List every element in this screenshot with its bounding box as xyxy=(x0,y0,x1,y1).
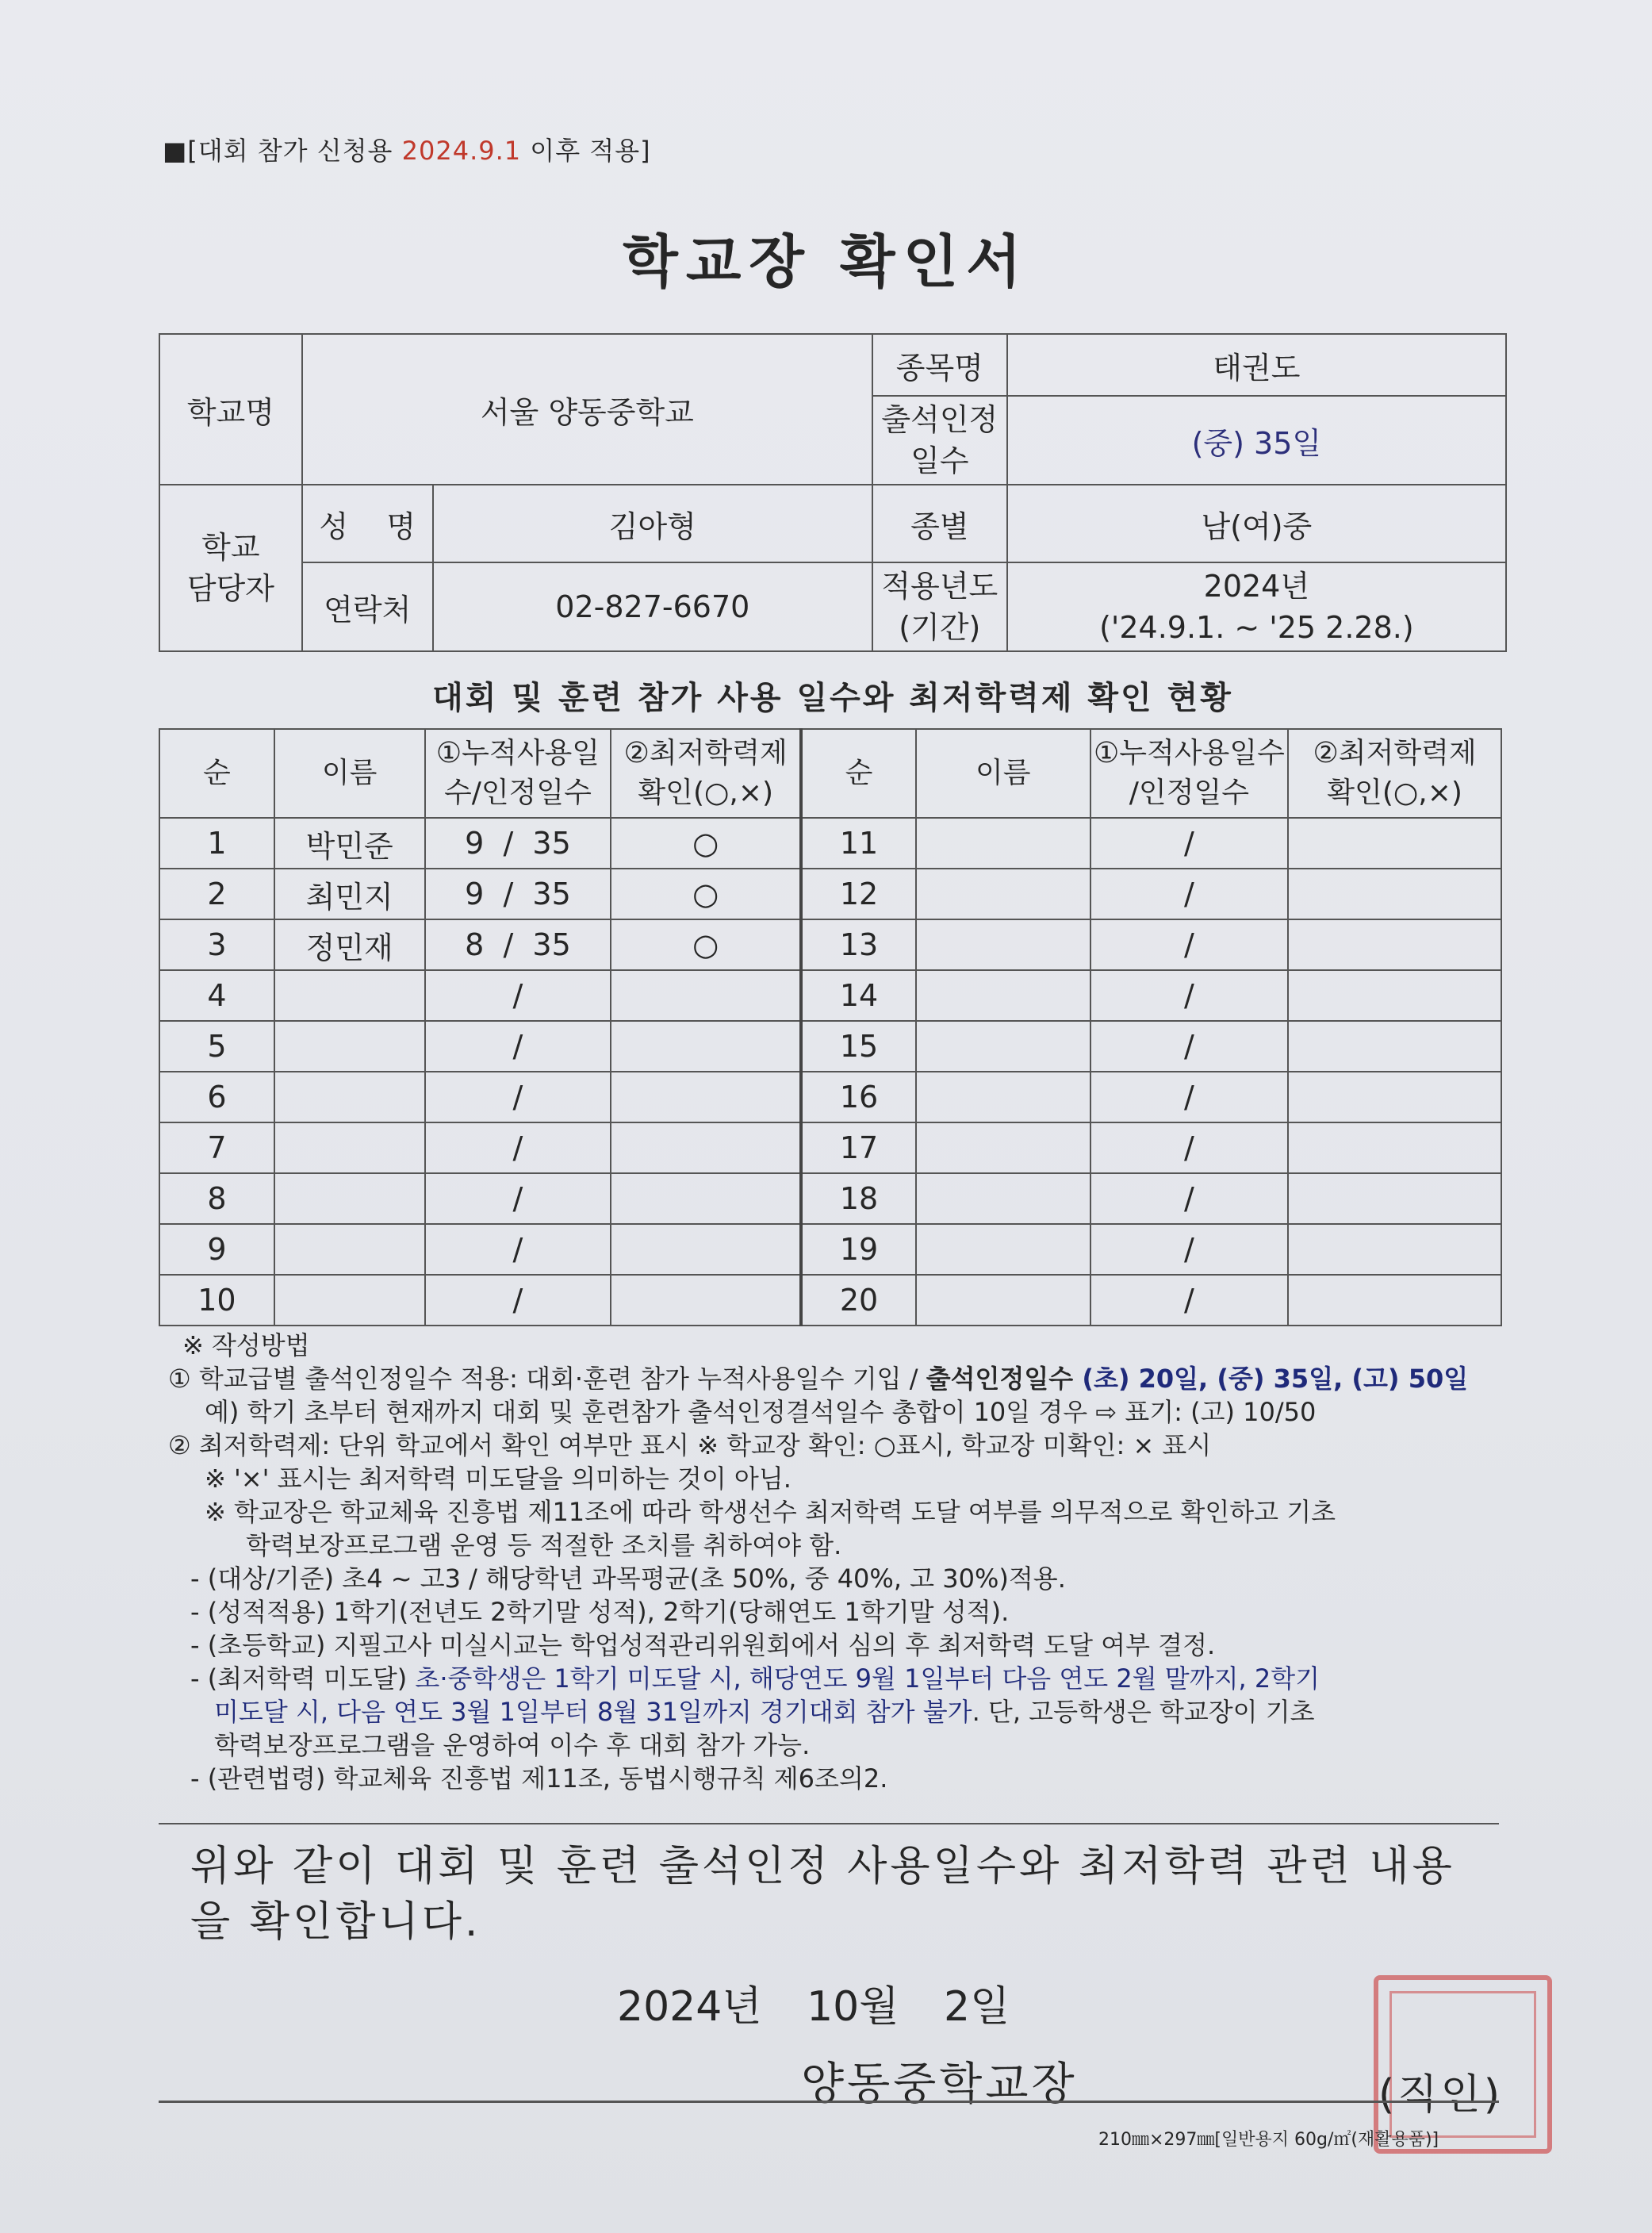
staff-name-value: 김아형 xyxy=(433,485,872,562)
row-check xyxy=(611,1072,801,1122)
row-days: / xyxy=(425,970,611,1021)
row-days: / xyxy=(425,1224,611,1275)
row-check xyxy=(1288,1122,1501,1173)
row-name xyxy=(916,818,1090,869)
row-name xyxy=(916,1122,1090,1173)
instruction-11-emphasis: 미도달 시, 다음 연도 3월 1일부터 8월 31일까지 경기대회 참가 불가 xyxy=(214,1697,972,1727)
row-check xyxy=(1288,1275,1501,1326)
instruction-6: 학력보장프로그램 운영 등 적절한 조치를 취하여야 함. xyxy=(246,1530,842,1560)
row-num: 12 xyxy=(801,869,916,919)
gender-label: 종별 xyxy=(872,485,1007,562)
row-num: 7 xyxy=(159,1122,274,1173)
row-num: 6 xyxy=(159,1072,274,1122)
instruction-5: ※ 학교장은 학교체육 진흥법 제11조에 따라 학생선수 최저학력 도달 여부를 의무적으로 확인하고 기초 xyxy=(205,1497,1336,1527)
header-note-suffix: 이후 적용] xyxy=(521,136,651,166)
instruction-11 xyxy=(159,1695,1507,1728)
row-check xyxy=(1288,1021,1501,1072)
header-note xyxy=(163,131,651,167)
row-num: 15 xyxy=(801,1021,916,1072)
row-check: ○ xyxy=(611,869,801,919)
instructions-heading: ※ 작성방법 xyxy=(182,1330,310,1360)
issue-date: 2024년 10월 2일 xyxy=(617,1983,1010,2031)
row-name xyxy=(274,1122,425,1173)
attend-days-label: 출석인정 일수 xyxy=(872,396,1007,485)
header-days-right: ①누적사용일수 /인정일수 xyxy=(1090,729,1289,818)
row-days: / xyxy=(1090,818,1289,869)
row-name xyxy=(274,1021,425,1072)
row-num: 1 xyxy=(159,818,274,869)
row-check xyxy=(1288,970,1501,1021)
row-name xyxy=(916,869,1090,919)
table-row xyxy=(159,919,1501,970)
row-check xyxy=(611,1173,801,1224)
row-days: / xyxy=(1090,1275,1289,1326)
row-check xyxy=(611,1275,801,1326)
header-note-prefix: ■[대회 참가 신청용 xyxy=(163,136,402,166)
row-num: 8 xyxy=(159,1173,274,1224)
instruction-8: - (성적적용) 1학기(전년도 2학기말 성적), 2학기(당해연도 1학기말 성적). xyxy=(190,1597,1010,1627)
instruction-1-bold: 출석인정일수 xyxy=(926,1364,1074,1394)
row-days: / xyxy=(425,1275,611,1326)
row-days: / xyxy=(425,1021,611,1072)
instruction-9: - (초등학교) 지필고사 미실시교는 학업성적관리위원회에서 심의 후 최저학력 도달 여부 결정. xyxy=(190,1630,1216,1660)
row-num: 17 xyxy=(801,1122,916,1173)
row-days: 9 / 35 xyxy=(425,818,611,869)
school-name-value: 서울 양동중학교 xyxy=(302,334,872,485)
header-note-date: 2024.9.1 xyxy=(401,136,522,166)
instruction-3: ② 최저학력제: 단위 학교에서 확인 여부만 표시 ※ 학교장 확인: ○표시, 학교장 미확인: × 표시 xyxy=(168,1430,1212,1460)
instruction-11-text: . 단, 고등학생은 학교장이 기초 xyxy=(972,1697,1315,1727)
header-academic: ②최저학력제 확인(○,×) xyxy=(611,729,801,818)
table-row xyxy=(159,1275,1501,1326)
header-num-right: 순 xyxy=(801,729,916,818)
paper-spec: 210㎜×297㎜[일반용지 60g/㎡(재활용품)] xyxy=(1098,2130,1439,2150)
row-days: / xyxy=(1090,1224,1289,1275)
table-row xyxy=(159,1122,1501,1173)
row-num: 14 xyxy=(801,970,916,1021)
instruction-10-emphasis: 초·중학생은 1학기 미도달 시, 해당연도 9월 1일부터 다음 연도 2월 말까지, 2학기 xyxy=(415,1663,1320,1694)
divider xyxy=(159,1823,1499,1824)
row-days: / xyxy=(425,1122,611,1173)
row-check xyxy=(611,1021,801,1072)
row-days: / xyxy=(1090,1072,1289,1122)
document-title: 학교장 확인서 xyxy=(623,228,1029,295)
header-num: 순 xyxy=(159,729,274,818)
row-check xyxy=(1288,1072,1501,1122)
sport-value: 태권도 xyxy=(1007,334,1506,396)
row-check xyxy=(1288,818,1501,869)
row-name xyxy=(916,1072,1090,1122)
table-row xyxy=(159,1021,1501,1072)
principal-signature: 양동중학교장 xyxy=(801,2058,1078,2110)
row-num: 19 xyxy=(801,1224,916,1275)
instruction-2: 예) 학기 초부터 현재까지 대회 및 훈련참가 출석인정결석일수 총합이 10일 경우 ⇨ 표기: (고) 10/50 xyxy=(205,1397,1317,1427)
instruction-1 xyxy=(159,1362,1507,1395)
staff-label: 학교 담당자 xyxy=(159,485,302,651)
row-num: 4 xyxy=(159,970,274,1021)
row-days: 9 / 35 xyxy=(425,869,611,919)
row-check xyxy=(1288,919,1501,970)
table-row xyxy=(159,1072,1501,1122)
row-days: / xyxy=(1090,869,1289,919)
row-name: 박민준 xyxy=(274,818,425,869)
row-check xyxy=(611,970,801,1021)
bottom-divider xyxy=(159,2101,1499,2103)
header-name-right: 이름 xyxy=(916,729,1090,818)
instruction-10 xyxy=(159,1662,1507,1695)
row-num: 2 xyxy=(159,869,274,919)
attend-days-value: (중) 35일 xyxy=(1007,396,1506,485)
confirmation-text: 위와 같이 대회 및 훈련 출석인정 사용일수와 최저학력 관련 내용을 확인합니다. xyxy=(190,1843,1455,1946)
row-check xyxy=(611,1224,801,1275)
row-check xyxy=(611,1122,801,1173)
row-check: ○ xyxy=(611,919,801,970)
seal-label: (직인) xyxy=(1378,2071,1504,2119)
row-name xyxy=(274,1173,425,1224)
row-days: / xyxy=(1090,919,1289,970)
row-check xyxy=(1288,869,1501,919)
row-days: / xyxy=(1090,1122,1289,1173)
row-name xyxy=(916,970,1090,1021)
table-row xyxy=(159,869,1501,919)
row-name xyxy=(916,1021,1090,1072)
row-name xyxy=(274,1224,425,1275)
contact-label: 연락처 xyxy=(302,562,433,651)
row-num: 3 xyxy=(159,919,274,970)
row-name xyxy=(274,1072,425,1122)
roster-header-row xyxy=(159,729,1501,818)
row-days: / xyxy=(425,1072,611,1122)
row-name xyxy=(916,1275,1090,1326)
header-name: 이름 xyxy=(274,729,425,818)
roster-table xyxy=(159,728,1502,1326)
table-row xyxy=(159,818,1501,869)
row-name: 최민지 xyxy=(274,869,425,919)
row-name xyxy=(916,919,1090,970)
instruction-7: - (대상/기준) 초4 ~ 고3 / 해당학년 과목평균(초 50%, 중 40%, 고 30%)적용. xyxy=(190,1563,1066,1594)
row-check: ○ xyxy=(611,818,801,869)
row-name xyxy=(274,970,425,1021)
sport-label: 종목명 xyxy=(872,334,1007,396)
row-check xyxy=(1288,1173,1501,1224)
contact-value: 02-827-6670 xyxy=(433,562,872,651)
instruction-1-text: ① 학교급별 출석인정일수 적용: 대회·훈련 참가 누적사용일수 기입 / xyxy=(168,1364,926,1394)
instruction-12: 학력보장프로그램을 운영하여 이수 후 대회 참가 가능. xyxy=(214,1730,811,1760)
row-num: 13 xyxy=(801,919,916,970)
row-days: 8 / 35 xyxy=(425,919,611,970)
staff-name-label: 성 명 xyxy=(302,485,433,562)
row-num: 5 xyxy=(159,1021,274,1072)
row-days: / xyxy=(1090,1173,1289,1224)
year-value: 2024년 ('24.9.1. ~ '25 2.28.) xyxy=(1007,562,1506,651)
row-name xyxy=(916,1224,1090,1275)
table-row xyxy=(159,1173,1501,1224)
row-check xyxy=(1288,1224,1501,1275)
row-num: 18 xyxy=(801,1173,916,1224)
row-name xyxy=(274,1275,425,1326)
section-title: 대회 및 훈련 참가 사용 일수와 최저학력제 확인 현황 xyxy=(432,680,1233,716)
instructions xyxy=(159,1329,1507,1795)
row-name: 정민재 xyxy=(274,919,425,970)
year-label: 적용년도 (기간) xyxy=(872,562,1007,651)
header-academic-right: ②최저학력제 확인(○,×) xyxy=(1288,729,1501,818)
header-days: ①누적사용일 수/인정일수 xyxy=(425,729,611,818)
row-days: / xyxy=(1090,970,1289,1021)
row-days: / xyxy=(425,1173,611,1224)
gender-value: 남(여)중 xyxy=(1007,485,1506,562)
instruction-10-prefix: - (최저학력 미도달) xyxy=(190,1663,416,1694)
school-name-label: 학교명 xyxy=(159,334,302,485)
info-table xyxy=(159,333,1507,652)
row-num: 16 xyxy=(801,1072,916,1122)
row-num: 10 xyxy=(159,1275,274,1326)
row-num: 20 xyxy=(801,1275,916,1326)
table-row xyxy=(159,970,1501,1021)
instruction-4: ※ '×' 표시는 최저학력 미도달을 의미하는 것이 아님. xyxy=(205,1464,792,1494)
table-row xyxy=(159,1224,1501,1275)
row-name xyxy=(916,1173,1090,1224)
row-num: 11 xyxy=(801,818,916,869)
row-num: 9 xyxy=(159,1224,274,1275)
instruction-13: - (관련법령) 학교체육 진흥법 제11조, 동법시행규칙 제6조의2. xyxy=(190,1763,888,1794)
row-days: / xyxy=(1090,1021,1289,1072)
instruction-1-values: (초) 20일, (중) 35일, (고) 50일 xyxy=(1073,1364,1469,1394)
